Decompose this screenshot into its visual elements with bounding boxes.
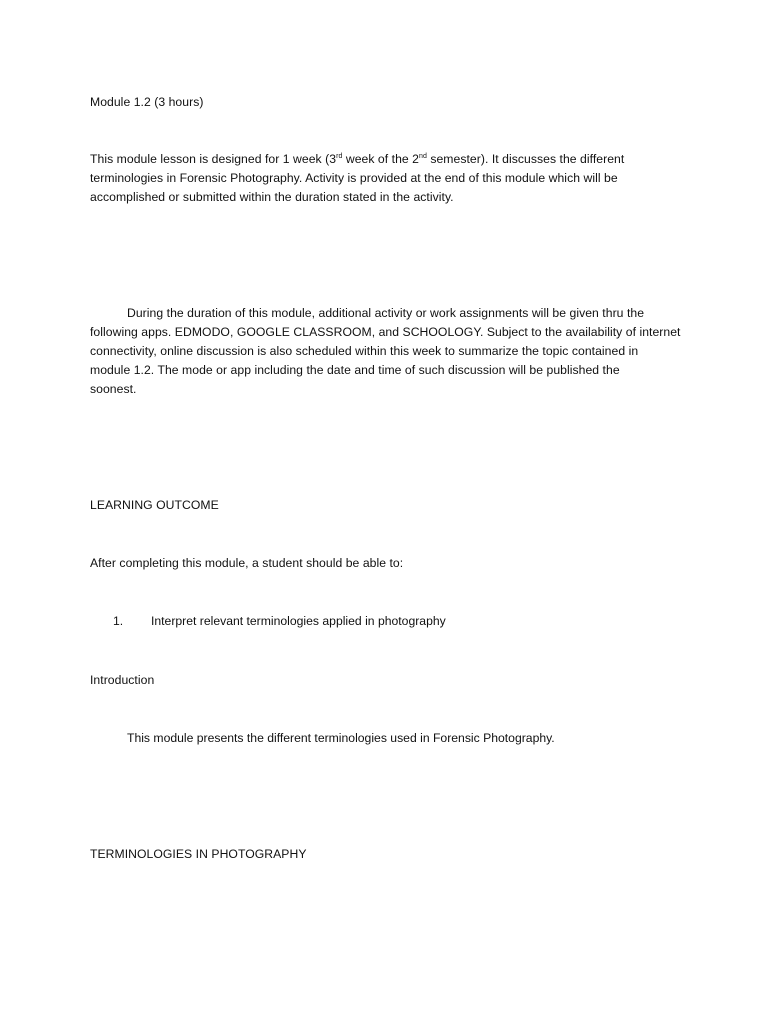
intro-line-3: accomplished or submitted within the duration stated in the activity. xyxy=(90,190,454,204)
duration-line-5: soonest. xyxy=(90,382,137,396)
introduction-heading: Introduction xyxy=(90,673,155,687)
duration-line-4: module 1.2. The mode or app including the date and time of such discussion will be published the xyxy=(90,363,620,377)
learning-outcome-heading: LEARNING OUTCOME xyxy=(90,498,219,512)
intro-paragraph xyxy=(90,150,680,207)
introduction-text: This module presents the different terminologies used in Forensic Photography. xyxy=(127,731,555,745)
terminologies-heading: TERMINOLOGIES IN PHOTOGRAPHY xyxy=(90,847,307,861)
duration-paragraph xyxy=(90,304,680,399)
outcome-text: Interpret relevant terminologies applied in photography xyxy=(151,614,446,628)
intro-line-2: terminologies in Forensic Photography. Activity is provided at the end of this module which will be xyxy=(90,171,618,185)
duration-line-1: During the duration of this module, additional activity or work assignments will be given thru the xyxy=(127,306,645,320)
duration-line-2: following apps. EDMODO, GOOGLE CLASSROOM, and SCHOOLOGY. Subject to the availability of internet xyxy=(90,325,681,339)
module-heading: Module 1.2 (3 hours) xyxy=(90,95,204,109)
duration-line-3: connectivity, online discussion is also scheduled within this week to summarize the topic contained in xyxy=(90,344,639,358)
outcome-number: 1. xyxy=(113,614,124,628)
outcome-intro: After completing this module, a student should be able to: xyxy=(90,556,404,570)
intro-line-1: This module lesson is designed for 1 week (3rd week of the 2nd semester). It discusses the different xyxy=(90,152,625,166)
